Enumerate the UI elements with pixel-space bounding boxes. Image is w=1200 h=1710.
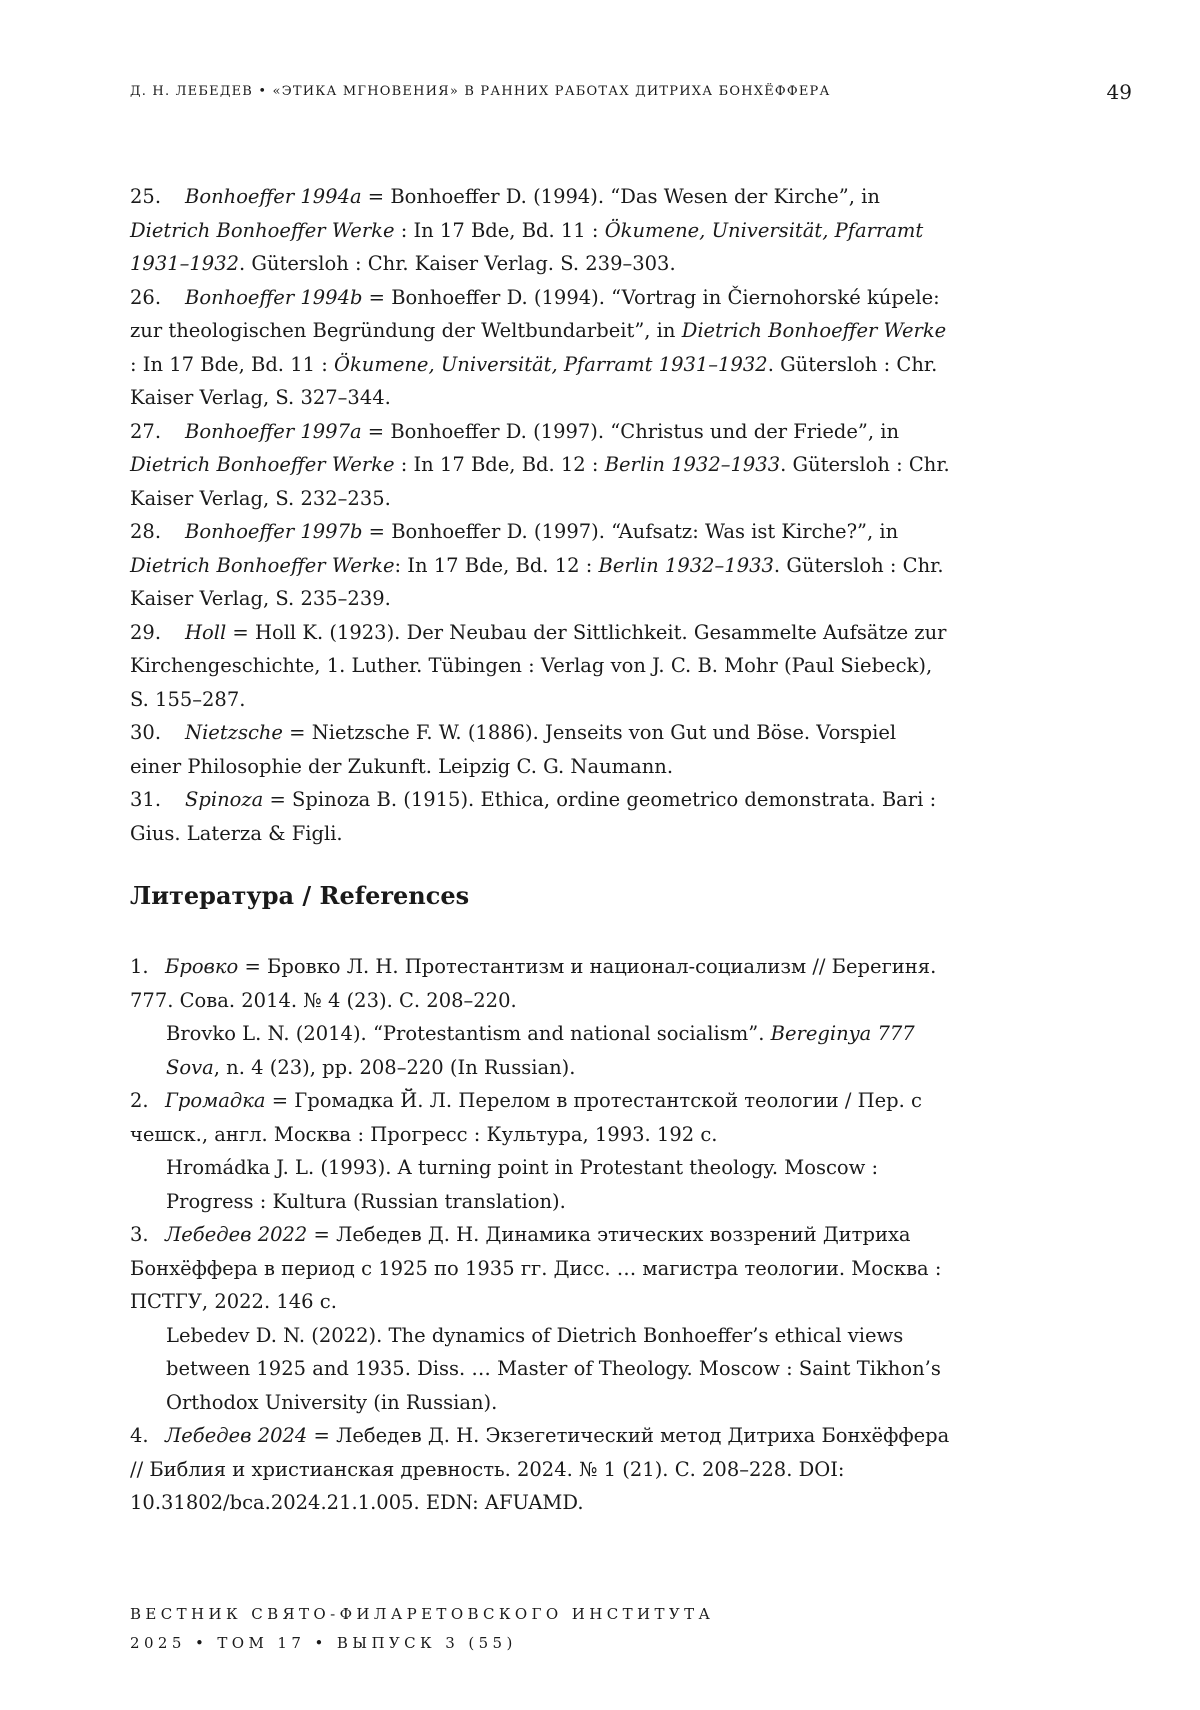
entry-number: 27.	[130, 419, 162, 443]
entry-number: 30.	[130, 721, 162, 744]
entry-key: Лебедев 2024	[165, 1424, 308, 1447]
reference-entry-4: 4. Лебедев 2024 = Лебедев Д. Н. Экзегетический метод Дитриха Бонхёффера // Библия и христианская древность. 2024. № 1 (21). С. 208–228. DOI: 10.31802/bca.2024.21.1.005. EDN: AFUAMD.	[130, 1419, 950, 1520]
entry-key: Bonhoeffer 1997a	[185, 419, 362, 443]
references-heading: Литература / References	[130, 881, 470, 910]
running-head: Д. Н. ЛЕБЕДЕВ • «ЭТИКА МГНОВЕНИЯ» В РАННИХ РАБОТАХ ДИТРИХА БОНХЁФФЕРА	[130, 84, 831, 99]
entry-key: Bonhoeffer 1994b	[185, 285, 363, 309]
page-number: 49	[1106, 80, 1132, 104]
reference-entry-3: 3. Лебедев 2022 = Лебедев Д. Н. Динамика этических воззрений Дитриха Бонхёффера в период с 1925 по 1935 гг. Дисс. … магистра теологии. Москва : ПСТГУ, 2022. 146 с.	[130, 1218, 950, 1319]
journal-title: ВЕСТНИК СВЯТО-ФИЛАРЕТОВСКОГО ИНСТИТУТА	[130, 1605, 715, 1623]
source-entry-25: 25. Bonhoeffer 1994a = Bonhoeffer D. (1994). “Das Wesen der Kirche”, in Dietrich Bonhoeffer Werke : In 17 Bde, Bd. 11 : Ökumene, Universität, Pfarramt 1931–1932. Gütersloh : Chr. Kaiser Verlag. S. 239–303.	[130, 180, 950, 281]
entry-key: Лебедев 2022	[165, 1223, 308, 1246]
entry-number: 25.	[130, 185, 162, 208]
entry-key: Holl	[185, 620, 227, 644]
entry-number: 1.	[130, 955, 149, 978]
reference-entry-2-en: Hromádka J. L. (1993). A turning point in Protestant theology. Moscow : Progress : Kultura (Russian translation).	[166, 1156, 879, 1213]
reference-entry-3-en: Lebedev D. N. (2022). The dynamics of Dietrich Bonhoeffer’s ethical views between 1925 and 1935. Diss. … Master of Theology. Moscow : Saint Tikhon’s Orthodox University (in Russian).	[166, 1323, 941, 1414]
entry-key: Nietzsche	[185, 721, 283, 744]
entry-number: 28.	[130, 520, 162, 543]
entry-key: Bonhoeffer 1997b	[185, 520, 363, 543]
journal-issue: 2025 • ТОМ 17 • ВЫПУСК 3 (55)	[130, 1634, 517, 1652]
source-entry-30: 30. Nietzsche = Nietzsche F. W. (1886). Jenseits von Gut und Böse. Vorspiel einer Philosophie der Zukunft. Leipzig C. G. Naumann.	[130, 716, 950, 783]
body-text	[130, 180, 950, 1520]
source-entry-29: 29. Holl = Holl K. (1923). Der Neubau der Sittlichkeit. Gesammelte Aufsätze zur Kirchengeschichte, 1. Luther. Tübingen : Verlag von J. C. B. Mohr (Paul Siebeck), S. 155–287.	[130, 616, 950, 717]
entry-number: 3.	[130, 1223, 149, 1246]
entry-number: 31.	[130, 788, 162, 811]
entry-key: Bonhoeffer 1994a	[185, 185, 362, 208]
source-entry-31: 31. Spinoza = Spinoza B. (1915). Ethica, ordine geometrico demonstrata. Bari : Gius. Laterza & Figli.	[130, 783, 950, 850]
entry-key: Spinoza	[185, 788, 264, 811]
entry-key: Бровко	[165, 955, 239, 978]
source-entry-26: 26. Bonhoeffer 1994b = Bonhoeffer D. (1994). “Vortrag in Čiernohorské kúpele: zur theologischen Begründung der Weltbundarbeit”, in Dietrich Bonhoeffer Werke : In 17 Bde, Bd. 11 : Ökumene, Universität, Pfarramt 1931–1932. Gütersloh : Chr. Kaiser Verlag, S. 327–344.	[130, 281, 950, 415]
reference-entry-2: 2. Громадка = Громадка Й. Л. Перелом в протестантской теологии / Пер. с чешск., англ. Москва : Прогресс : Культура, 1993. 192 с.	[130, 1084, 950, 1151]
journal-footer	[130, 1600, 1030, 1658]
entry-number: 29.	[130, 620, 162, 644]
source-entry-27: 27. Bonhoeffer 1997a = Bonhoeffer D. (1997). “Christus und der Friede”, in Dietrich Bonhoeffer Werke : In 17 Bde, Bd. 12 : Berlin 1932–1933. Gütersloh : Chr. Kaiser Verlag, S. 232–235.	[130, 415, 950, 516]
reference-entry-1: 1. Бровко = Бровко Л. Н. Протестантизм и национал-социализм // Берегиня. 777. Сова. 2014. № 4 (23). С. 208–220.	[130, 950, 950, 1017]
entry-number: 26.	[130, 285, 162, 309]
entry-key: Громадка	[165, 1089, 266, 1112]
reference-entry-1-en: Brovko L. N. (2014). “Protestantism and national socialism”. Bereginya 777 Sova, n. 4 (23), pp. 208–220 (In Russian).	[166, 1022, 915, 1079]
entry-number: 4.	[130, 1424, 149, 1447]
source-entry-28: 28. Bonhoeffer 1997b = Bonhoeffer D. (1997). “Aufsatz: Was ist Kirche?”, in Dietrich Bonhoeffer Werke: In 17 Bde, Bd. 12 : Berlin 1932–1933. Gütersloh : Chr. Kaiser Verlag, S. 235–239.	[130, 515, 950, 616]
entry-number: 2.	[130, 1089, 149, 1112]
